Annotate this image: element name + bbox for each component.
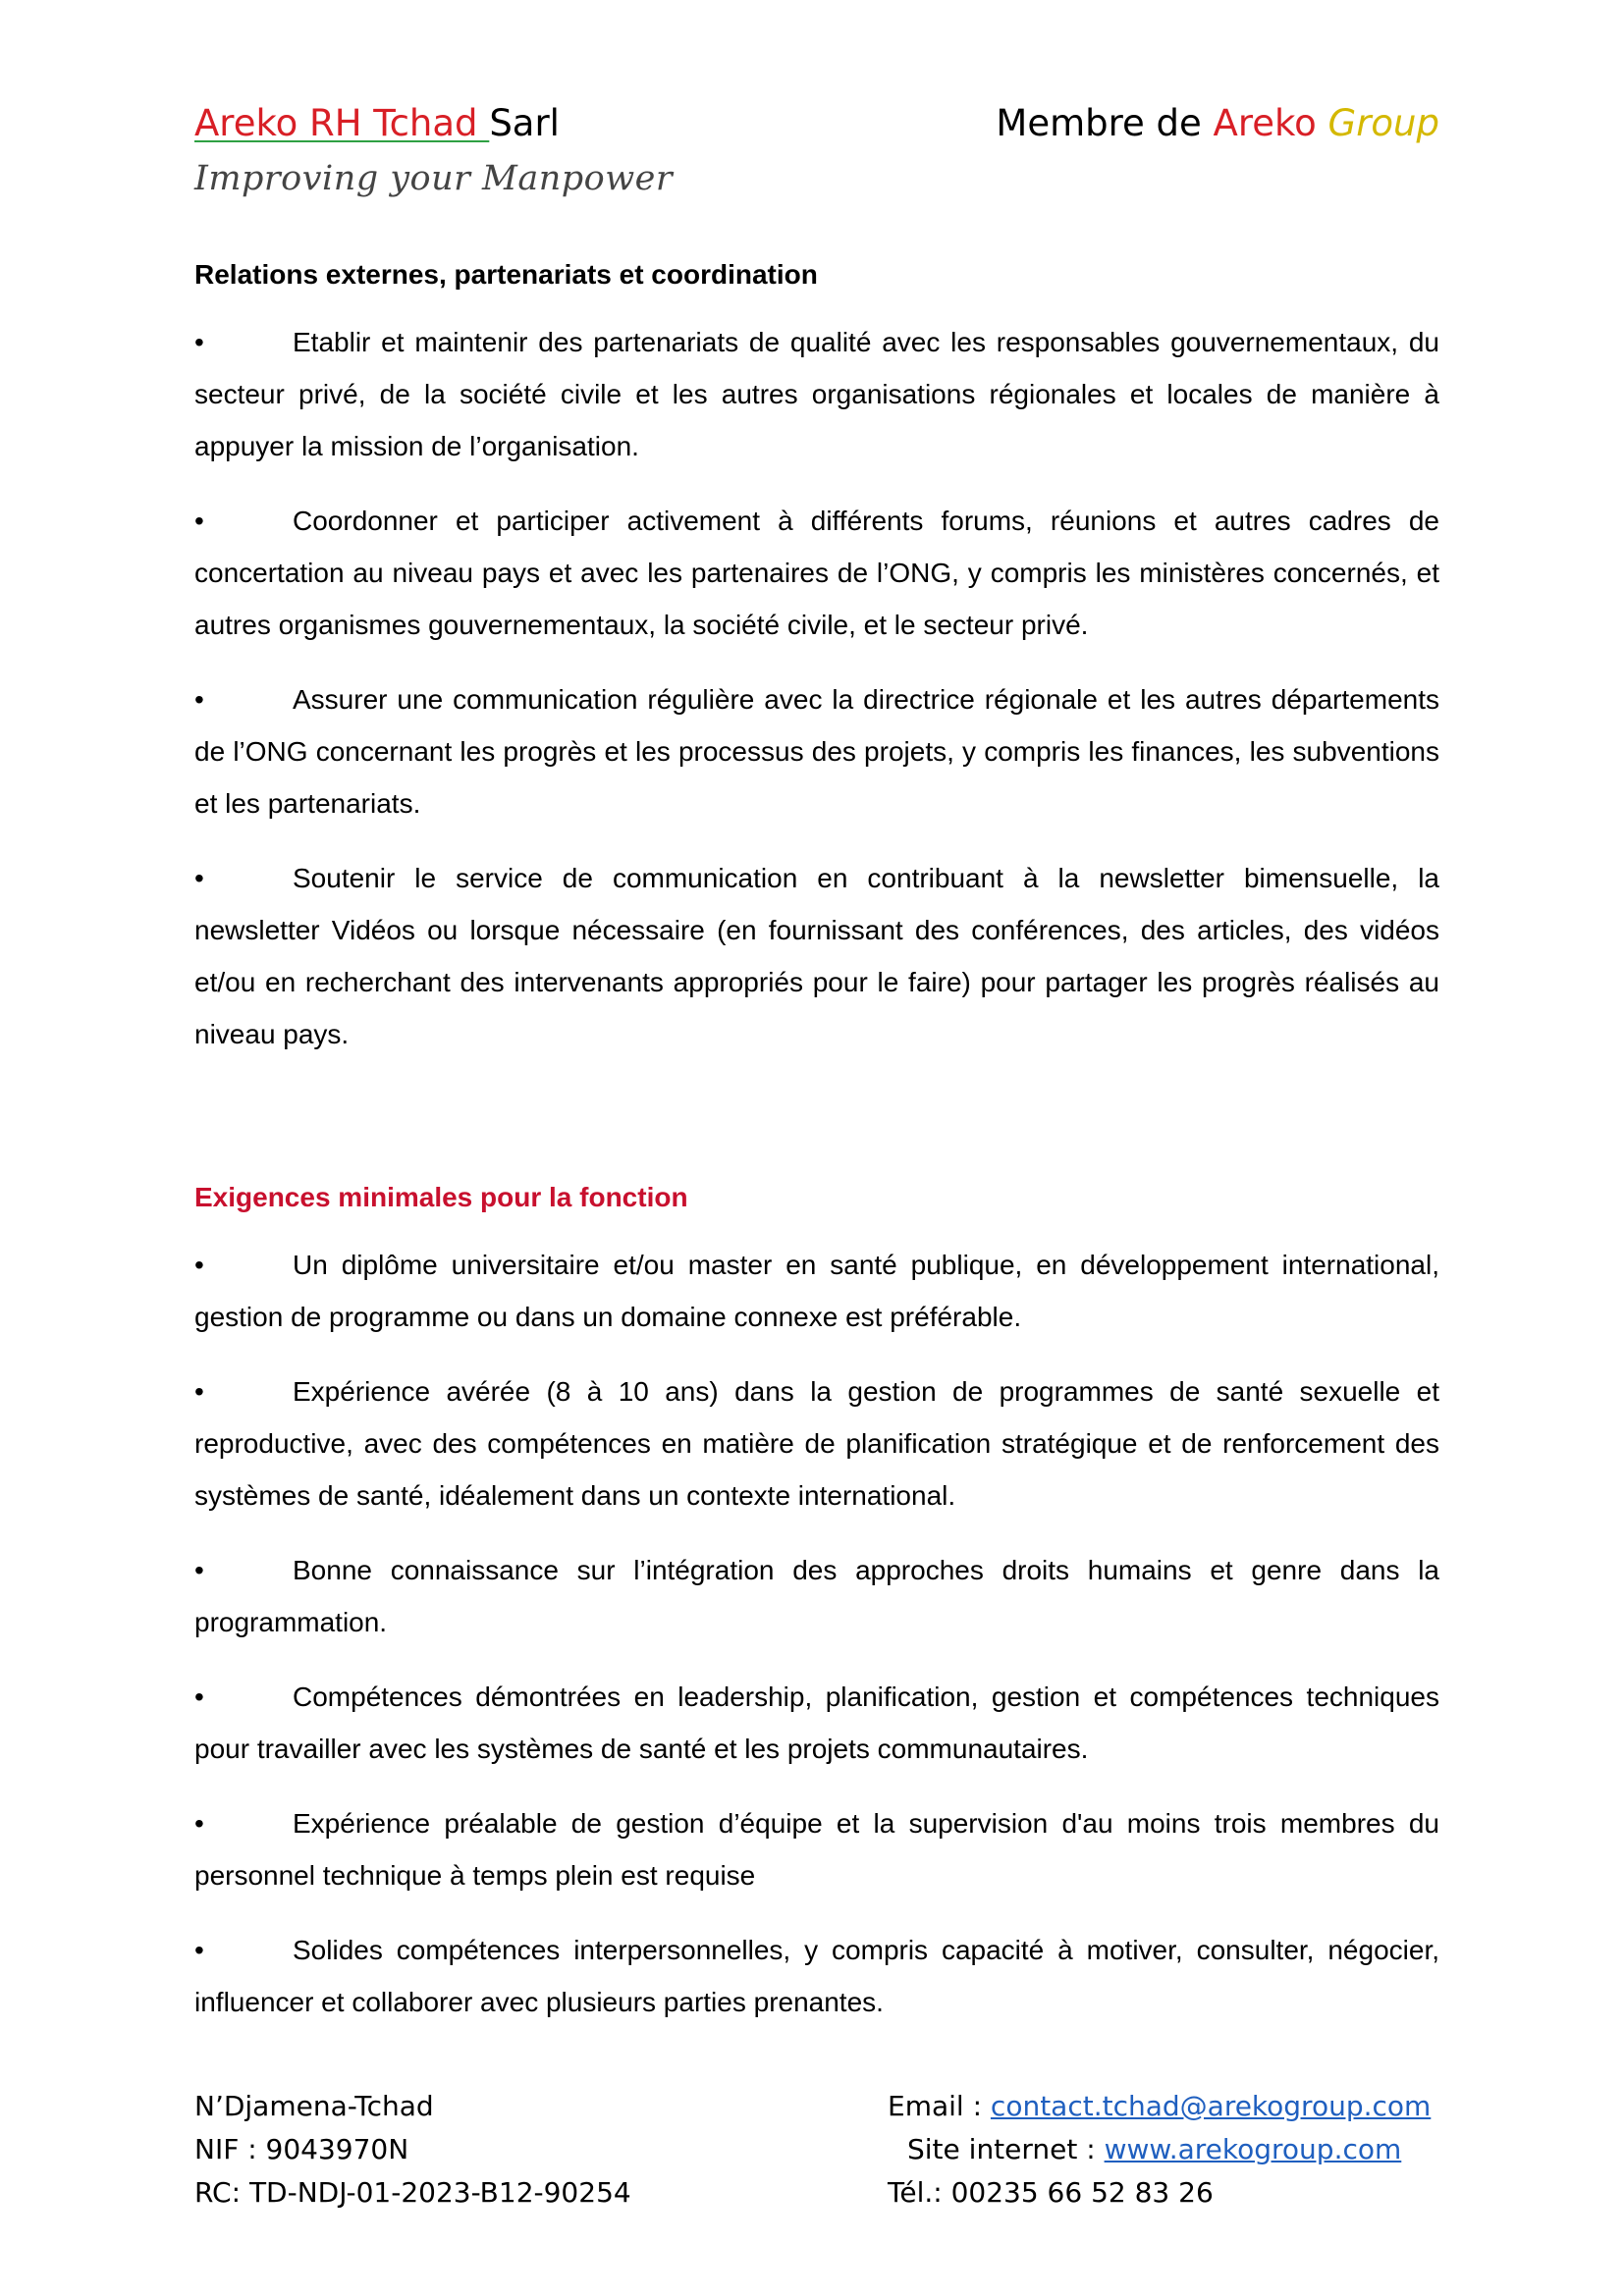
email-link[interactable]: contact.tchad@arekogroup.com	[990, 2090, 1432, 2122]
footer-site-line	[888, 2128, 1431, 2171]
member-group: Group	[1327, 102, 1439, 144]
bullet-text: Coordonner et participer activement à différents forums, réunions et autres cadres de concertation au niveau pays et avec les partenaires de l’ONG, y compris les ministères concernés, et autres organismes gouvernementaux, la société civile, et le secteur privé.	[194, 506, 1439, 640]
bullet-text: Un diplôme universitaire et/ou master en santé publique, en développement international, gestion de programme ou dans un domaine connexe est préférable.	[194, 1250, 1439, 1332]
footer-rc: RC: TD-NDJ-01-2023-B12-90254	[194, 2176, 631, 2209]
bullet-item	[194, 1544, 1439, 1648]
bullet-item	[194, 852, 1439, 1060]
footer-email-label: Email :	[888, 2090, 991, 2122]
bullet-symbol: •	[194, 1250, 204, 1280]
company-name: Areko RH Tchad	[194, 102, 490, 144]
website-link[interactable]: www.arekogroup.com	[1104, 2133, 1402, 2165]
bullet-item	[194, 316, 1439, 472]
footer-nif: NIF : 9043970N	[194, 2133, 409, 2165]
bullet-text: Solides compétences interpersonnelles, y compris capacité à motiver, consulter, négocier, influencer et collaborer avec plusieurs parties prenantes.	[194, 1935, 1439, 2017]
bullet-symbol: •	[194, 1808, 204, 1839]
footer-company-info	[194, 2085, 631, 2215]
bullet-symbol: •	[194, 506, 204, 536]
company-suffix: Sarl	[489, 102, 560, 144]
footer-email-line	[888, 2085, 1431, 2128]
document-body	[194, 255, 1439, 2051]
member-of-group	[996, 98, 1439, 149]
bullet-item	[194, 1924, 1439, 2028]
bullet-item	[194, 1239, 1439, 1343]
section-relations-list	[194, 316, 1439, 1060]
bullet-item	[194, 495, 1439, 651]
bullet-text: Bonne connaissance sur l’intégration des approches droits humains et genre dans la programmation.	[194, 1555, 1439, 1637]
footer-site-label: Site internet :	[907, 2133, 1105, 2165]
member-prefix: Membre de	[996, 102, 1214, 144]
footer-contact-info	[888, 2085, 1431, 2215]
bullet-symbol: •	[194, 1935, 204, 1965]
bullet-item	[194, 1797, 1439, 1901]
bullet-symbol: •	[194, 1376, 204, 1407]
bullet-symbol: •	[194, 863, 204, 893]
bullet-text: Etablir et maintenir des partenariats de qualité avec les responsables gouvernementaux, du secteur privé, de la société civile et les autres organisations régionales et locales de manière à appuyer la mission de l’organisation.	[194, 327, 1439, 461]
footer-city: N’Djamena-Tchad	[194, 2090, 434, 2122]
bullet-text: Expérience avérée (8 à 10 ans) dans la gestion de programmes de santé sexuelle et reproductive, avec des compétences en matière de planification stratégique et de renforcement des systèmes de santé, idéalement dans un contexte international.	[194, 1376, 1439, 1511]
company-slogan: Improving your Manpower	[194, 159, 674, 198]
bullet-text: Expérience préalable de gestion d’équipe et la supervision d'au moins trois membres du personnel technique à temps plein est requise	[194, 1808, 1439, 1891]
bullet-symbol: •	[194, 1555, 204, 1585]
bullet-text: Soutenir le service de communication en contribuant à la newsletter bimensuelle, la newsletter Vidéos ou lorsque nécessaire (en fournissant des conférences, des articles, des vidéos et/ou en recherchant des intervenants appropriés pour le faire) pour partager les progrès réalisés au niveau pays.	[194, 863, 1439, 1049]
bullet-item	[194, 1365, 1439, 1522]
footer-phone: Tél.: 00235 66 52 83 26	[888, 2176, 1214, 2209]
section-title-requirements: Exigences minimales pour la fonction	[194, 1182, 688, 1212]
company-line	[194, 98, 560, 149]
bullet-item	[194, 1671, 1439, 1775]
section-title-relations: Relations externes, partenariats et coordination	[194, 259, 818, 290]
bullet-symbol: •	[194, 684, 204, 715]
bullet-symbol: •	[194, 1682, 204, 1712]
letterhead	[194, 98, 1439, 206]
member-brand: Areko	[1213, 102, 1317, 144]
section-requirements-list	[194, 1239, 1439, 2028]
bullet-text: Assurer une communication régulière avec la directrice régionale et les autres départements de l’ONG concernant les progrès et les processus des projets, y compris les finances, les subventions et les partenariats.	[194, 684, 1439, 819]
bullet-item	[194, 673, 1439, 829]
bullet-symbol: •	[194, 327, 204, 357]
bullet-text: Compétences démontrées en leadership, planification, gestion et compétences techniques pour travailler avec les systèmes de santé et les projets communautaires.	[194, 1682, 1439, 1764]
page-footer	[194, 2085, 1439, 2222]
